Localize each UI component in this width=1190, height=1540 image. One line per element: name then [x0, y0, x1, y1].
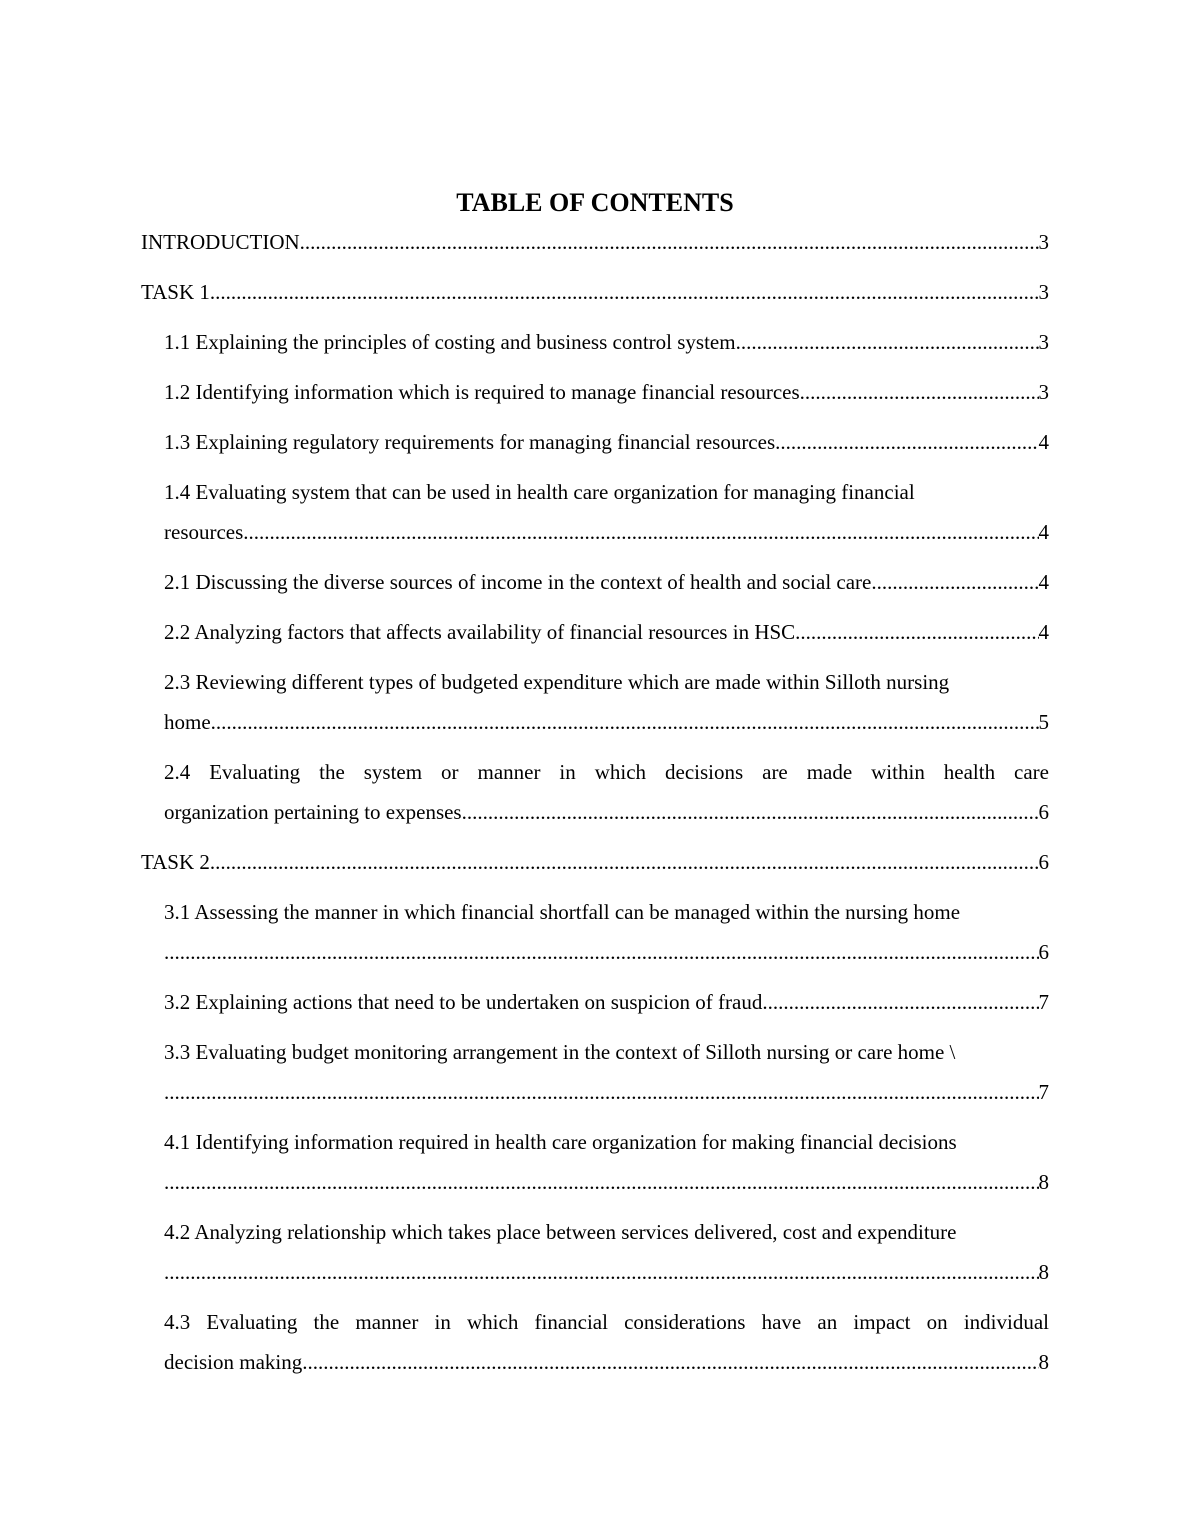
- toc-entry-line: [141, 272, 1049, 312]
- toc-page-number: 6: [1038, 850, 1049, 874]
- toc-entry-text: 4.2 Analyzing relationship which takes place between services delivered, cost and expenditure: [164, 1220, 957, 1244]
- toc-entry-2-3[interactable]: [141, 662, 1049, 742]
- toc-entry-text-continued: decision making: [164, 1350, 303, 1374]
- toc-page-number: 5: [1038, 710, 1049, 734]
- toc-page-number: 8: [1038, 1350, 1049, 1374]
- toc-page-number: 8: [1038, 1260, 1049, 1284]
- dot-leader: [800, 372, 1039, 412]
- toc-page-number: 4: [1038, 620, 1049, 644]
- toc-entry-text: 1.3 Explaining regulatory requirements for managing financial resources: [164, 430, 776, 454]
- toc-page-number: 3: [1038, 230, 1049, 254]
- toc-entry-line: [164, 932, 1049, 972]
- toc-page-number: 3: [1038, 330, 1049, 354]
- dot-leader: [871, 562, 1038, 602]
- toc-entry-3-2[interactable]: [141, 982, 1049, 1022]
- toc-page-number: 8: [1038, 1170, 1049, 1194]
- toc-entry-text-continued: home: [164, 710, 211, 734]
- dot-leader: [462, 792, 1039, 832]
- toc-entry-text: 2.3 Reviewing different types of budgeted expenditure which are made within Silloth nursing: [164, 670, 950, 694]
- dot-leader: [795, 612, 1038, 652]
- toc-page-number: 3: [1038, 280, 1049, 304]
- toc-entry-3-1[interactable]: [141, 892, 1049, 972]
- toc-entry-line: [164, 1252, 1049, 1292]
- dot-leader: [164, 1252, 1039, 1292]
- toc-entry-1-3[interactable]: [141, 422, 1049, 462]
- toc-entry-line: [164, 512, 1049, 552]
- toc-entry-line: [164, 562, 1049, 602]
- toc-entry-line: [164, 372, 1049, 412]
- toc-entry-text: 1.2 Identifying information which is required to manage financial resources: [164, 380, 800, 404]
- toc-entry-text: 2.2 Analyzing factors that affects availability of financial resources in HSC: [164, 620, 796, 644]
- toc-entry-text: 2.1 Discussing the diverse sources of income in the context of health and social care: [164, 570, 872, 594]
- dot-leader: [211, 702, 1039, 742]
- toc-entry-line: [141, 222, 1049, 262]
- dot-leader: [300, 222, 1039, 262]
- toc-entry-text: 3.2 Explaining actions that need to be undertaken on suspicion of fraud: [164, 990, 763, 1014]
- toc-entry-4-2[interactable]: [141, 1212, 1049, 1292]
- toc-entry-text: 4.1 Identifying information required in health care organization for making financial decisions: [164, 1130, 957, 1154]
- toc-page-number: 7: [1038, 990, 1049, 1014]
- dot-leader: [243, 512, 1038, 552]
- toc-entry-text: TASK 2: [141, 850, 210, 874]
- toc-entry-1-4[interactable]: [141, 472, 1049, 552]
- dot-leader: [164, 1072, 1039, 1112]
- dot-leader: [775, 422, 1038, 462]
- toc-entry-text-continued: resources: [164, 520, 244, 544]
- toc-entry-task-1[interactable]: [141, 272, 1049, 312]
- dot-leader: [762, 982, 1038, 1022]
- toc-entry-line: [164, 792, 1049, 832]
- toc-entry-line: [164, 1162, 1049, 1202]
- dot-leader: [164, 1162, 1039, 1202]
- toc-entry-1-2[interactable]: [141, 372, 1049, 412]
- toc-entry-task-2[interactable]: [141, 842, 1049, 882]
- dot-leader: [210, 842, 1039, 882]
- toc-entry-4-1[interactable]: [141, 1122, 1049, 1202]
- toc-entry-text: INTRODUCTION: [141, 230, 300, 254]
- toc-page-number: 7: [1038, 1080, 1049, 1104]
- toc-entry-line: [141, 842, 1049, 882]
- toc-entry-line: [164, 1072, 1049, 1112]
- toc-entry-line: [164, 702, 1049, 742]
- toc-page-number: 6: [1038, 800, 1049, 824]
- toc-page-number: 6: [1038, 940, 1049, 964]
- dot-leader: [736, 322, 1039, 362]
- dot-leader: [210, 272, 1039, 312]
- toc-entry-text: 1.1 Explaining the principles of costing and business control system: [164, 330, 736, 354]
- dot-leader: [164, 932, 1039, 972]
- toc-page-number: 4: [1038, 430, 1049, 454]
- toc-entry-text: 4.3 Evaluating the manner in which financial considerations have an impact on individual: [164, 1310, 1049, 1334]
- toc-page-number: 4: [1038, 570, 1049, 594]
- toc-entry-4-3[interactable]: [141, 1302, 1049, 1382]
- toc-entry-line: [164, 1342, 1049, 1382]
- toc-entry-text: 3.3 Evaluating budget monitoring arrangement in the context of Silloth nursing or care home \: [164, 1040, 956, 1064]
- toc-entry-line: [164, 982, 1049, 1022]
- toc-page-number: 4: [1038, 520, 1049, 544]
- toc-entry-2-2[interactable]: [141, 612, 1049, 652]
- toc-entry-text: 2.4 Evaluating the system or manner in which decisions are made within health care: [164, 760, 1049, 784]
- toc-page-number: 3: [1038, 380, 1049, 404]
- toc-entry-text: 3.1 Assessing the manner in which financial shortfall can be managed within the nursing home: [164, 900, 961, 924]
- toc-entry-line: [164, 322, 1049, 362]
- toc-entry-2-4[interactable]: [141, 752, 1049, 832]
- toc-entry-line: [164, 612, 1049, 652]
- dot-leader: [302, 1342, 1038, 1382]
- toc-entry-text: TASK 1: [141, 280, 210, 304]
- toc-title: TABLE OF CONTENTS: [456, 188, 734, 217]
- toc-entry-introduction[interactable]: [141, 222, 1049, 262]
- toc-entry-text-continued: organization pertaining to expenses: [164, 800, 462, 824]
- toc-entry-1-1[interactable]: [141, 322, 1049, 362]
- toc-list: [141, 222, 1049, 1392]
- toc-entry-text: 1.4 Evaluating system that can be used in health care organization for managing financial: [164, 480, 915, 504]
- toc-entry-2-1[interactable]: [141, 562, 1049, 602]
- toc-entry-line: [164, 422, 1049, 462]
- toc-entry-3-3[interactable]: [141, 1032, 1049, 1112]
